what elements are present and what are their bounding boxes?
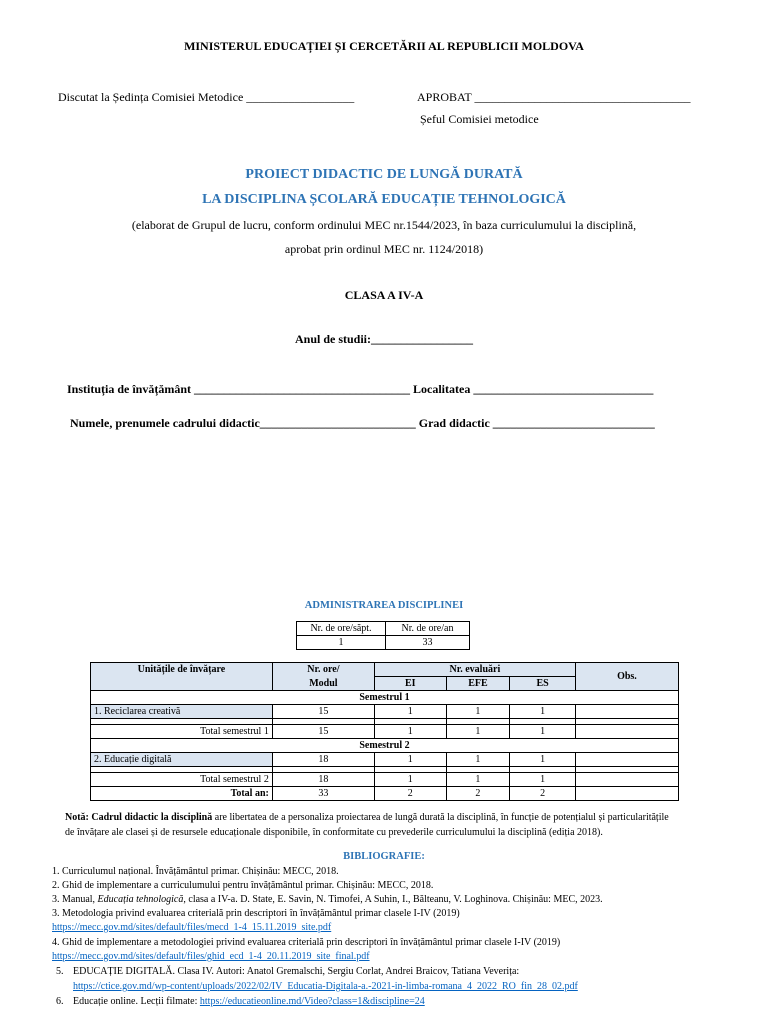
- table-row: [91, 753, 679, 767]
- biblio-item-6: EDUCAȚIE DIGITALĂ. Clasa IV. Autori: Anatol Gremalschi, Sergiu Corlat, Andrei Braicov, Tatiana Veverița:: [73, 966, 520, 977]
- aprobat-line: APROBAT ____________________________________: [417, 90, 691, 104]
- biblio-item-3-title: Educația tehnologică: [97, 894, 184, 905]
- biblio-item-4-link[interactable]: https://mecc.gov.md/sites/default/files/mecd_1-4_15.11.2019_site.pdf: [52, 922, 332, 933]
- anul-studii: Anul de studii:_________________: [294, 332, 474, 346]
- admin-val-ore-an: 33: [386, 636, 470, 650]
- biblio-item-2: 2. Ghid de implementare a curriculumului pentru învățământul primar. Chișinău: MECC, 2018.: [52, 880, 434, 891]
- ministry-heading: MINISTERUL EDUCAȚIEI ȘI CERCETĂRII AL REPUBLICII MOLDOVA: [184, 39, 584, 53]
- total-sem-1-es: 1: [510, 725, 576, 739]
- numele-line: Numele, prenumele cadrului didactic__________________________ Grad didactic ___________________________: [70, 416, 655, 430]
- header-ore-line2: Modul: [272, 677, 374, 691]
- total-sem-2-ei: 1: [374, 773, 446, 787]
- nota-bold: Cadrul didactic la disciplină: [91, 812, 213, 823]
- unit-ei: 1: [374, 705, 446, 719]
- unit-name: 2. Educație digitală: [91, 753, 273, 767]
- biblio-item-6-link[interactable]: https://ctice.gov.md/wp-content/uploads/2022/02/IV_Educatia-Digitala-a.-2021-in-limba-romana_4_2022_RO_fin_28_02.pdf: [73, 981, 578, 992]
- unit-obs: [575, 705, 678, 719]
- unit-ore: 15: [272, 705, 374, 719]
- nota-label: Notă:: [65, 812, 92, 823]
- biblio-item-4: 3. Metodologia privind evaluarea criterială prin descriptori în învățământul primar clasele I-IV (2019): [52, 908, 460, 919]
- total-sem-2-efe: 1: [446, 773, 510, 787]
- total-sem-1-ei: 1: [374, 725, 446, 739]
- header-obs: Obs.: [575, 663, 678, 691]
- biblio-item-3-a: 3. Manual,: [52, 894, 98, 905]
- institutia-line: Instituția de învățământ ____________________________________ Localitatea ______________________________: [67, 382, 654, 396]
- total-sem-1-efe: 1: [446, 725, 510, 739]
- bibliografie-title: BIBLIOGRAFIE:: [343, 851, 425, 862]
- total-an-efe: 2: [446, 787, 510, 801]
- nota-line-1: [65, 812, 669, 823]
- header-ore-line1: Nr. ore/: [272, 663, 374, 677]
- biblio-item-5-link[interactable]: https://mecc.gov.md/sites/default/files/ghid_ecd_1-4_20.11.2019_site_final.pdf: [52, 951, 370, 962]
- table-row: [91, 773, 679, 787]
- total-an-label: Total an:: [91, 787, 273, 801]
- total-an-es: 2: [510, 787, 576, 801]
- table-row: [91, 705, 679, 719]
- biblio-item-7: [73, 996, 425, 1007]
- title-line-1: PROIECT DIDACTIC DE LUNGĂ DURATĂ: [245, 167, 523, 182]
- unit-ore: 18: [272, 753, 374, 767]
- biblio-item-1: 1. Curriculumul național. Învățământul primar. Chișinău: MECC, 2018.: [52, 866, 339, 877]
- semestrul-2-heading: Semestrul 2: [91, 739, 679, 753]
- header-es: ES: [510, 677, 576, 691]
- total-an-ore: 33: [272, 787, 374, 801]
- biblio-item-3-b: , clasa a IV-a. D. State, E. Savin, N. Timofei, A Suhin, I., Bălteanu, V. Loghinova. Chișinău: MEC, 2023.: [183, 894, 603, 905]
- nota-text-1: are libertatea de a personaliza proiectarea de lungă durată la disciplină, în funcție de potențialul și particularitățile: [212, 812, 669, 823]
- clasa-heading: CLASA A IV-A: [344, 288, 424, 302]
- total-sem-2-obs: [575, 773, 678, 787]
- biblio-item-3: [52, 894, 603, 905]
- unit-es: 1: [510, 753, 576, 767]
- title-line-2: LA DISCIPLINA ȘCOLARĂ EDUCAȚIE TEHNOLOGICĂ: [202, 192, 566, 207]
- unit-obs: [575, 753, 678, 767]
- biblio-item-7-num: 6.: [56, 996, 64, 1007]
- biblio-item-5: 4. Ghid de implementare a metodologiei privind evaluarea criterială prin descriptori în învățământul primar clasele I-IV (2019): [52, 937, 561, 948]
- total-sem-2-ore: 18: [272, 773, 374, 787]
- nota-line-2: de învățare ale clasei și de resursele educaționale disponibile, în conformitate cu prevederile curriculumului la disciplină (ediția 2018).: [65, 827, 603, 838]
- semestrul-1-heading: Semestrul 1: [91, 691, 679, 705]
- unit-es: 1: [510, 705, 576, 719]
- header-evaluari: Nr. evaluări: [374, 663, 575, 677]
- header-ei: EI: [374, 677, 446, 691]
- total-sem-1-ore: 15: [272, 725, 374, 739]
- header-efe: EFE: [446, 677, 510, 691]
- admin-col-ore-an: Nr. de ore/an: [386, 622, 470, 636]
- subtitle-line-2: aprobat prin ordinul MEC nr. 1124/2018): [284, 242, 484, 256]
- admin-table: [296, 621, 470, 650]
- admin-col-ore-sapt: Nr. de ore/săpt.: [297, 622, 386, 636]
- biblio-item-7-link[interactable]: https://educatieonline.md/Video?class=1&discipline=24: [199, 996, 425, 1007]
- table-row: [91, 787, 679, 801]
- unit-name: 1. Reciclarea creativă: [91, 705, 273, 719]
- unit-efe: 1: [446, 705, 510, 719]
- unit-efe: 1: [446, 753, 510, 767]
- total-an-ei: 2: [374, 787, 446, 801]
- total-an-obs: [575, 787, 678, 801]
- total-sem-2-label: Total semestrul 2: [91, 773, 273, 787]
- subtitle-line-1: (elaborat de Grupul de lucru, conform ordinului MEC nr.1544/2023, în baza curriculumului la disciplină,: [131, 218, 637, 232]
- biblio-item-7-text: Educație online. Lecții filmate:: [73, 996, 200, 1007]
- admin-val-ore-sapt: 1: [297, 636, 386, 650]
- units-table: [90, 662, 679, 801]
- biblio-item-6-num: 5.: [56, 966, 64, 977]
- header-unitati: Unitățile de învățare: [91, 663, 273, 691]
- table-row: [91, 725, 679, 739]
- admin-title: ADMINISTRAREA DISCIPLINEI: [304, 600, 464, 611]
- discutat-line: Discutat la Ședința Comisiei Metodice __________________: [58, 90, 355, 104]
- total-sem-1-label: Total semestrul 1: [91, 725, 273, 739]
- total-sem-1-obs: [575, 725, 678, 739]
- sef-comisie: Șeful Comisiei metodice: [420, 112, 539, 126]
- total-sem-2-es: 1: [510, 773, 576, 787]
- unit-ei: 1: [374, 753, 446, 767]
